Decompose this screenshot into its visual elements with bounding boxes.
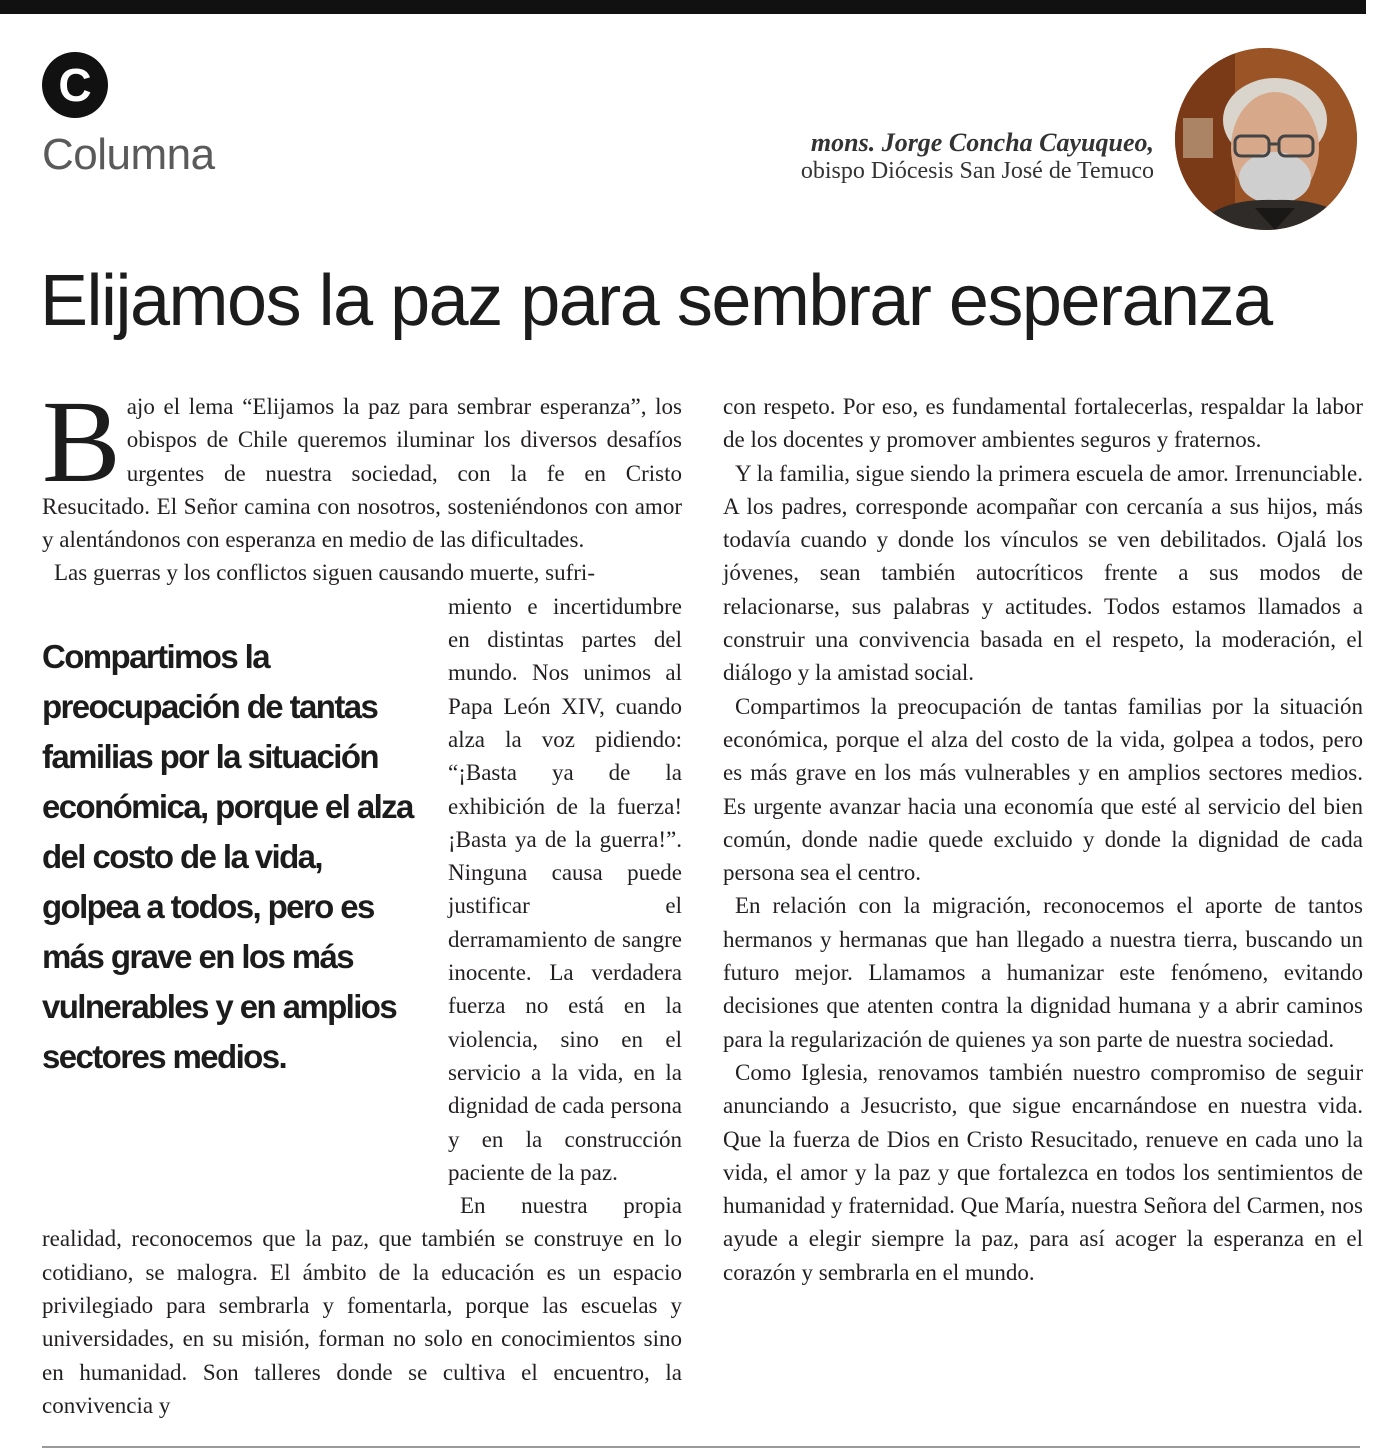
section-badge: C (42, 52, 108, 118)
paragraph-text: ajo el lema “Elijamos la paz para sembrar esperanza”, los obispos de Chile queremos iluminar los diversos desafíos urgentes de nuestra sociedad, con la fe en Cristo Resucitado. El Señor camina con nosotros, sosteniéndonos con amor y alentándonos con esperanza en medio de las dificultades. (42, 394, 682, 553)
paragraph: Como Iglesia, renovamos también nuestro compromiso de seguir anunciando a Jesucristo, que sigue encarnándose en nuestra vida. Que la fuerza de Dios en Cristo Resucitado, renueve en cada uno la vida, el amor y la paz y que fortalezca en todos los sentimientos de humanidad y fraternidad. Que María, nuestra Señora del Carmen, nos ayude a elegir siempre la paz, para así acoger la esperanza en el corazón y sembrarla en el mundo. (723, 1059, 1363, 1285)
paragraph: miento e incertidumbre en distintas partes del mundo. Nos unimos al Papa León XIV, cuando alza la voz pidiendo: “¡Basta ya de la exhibición de la fuerza! ¡Basta ya de la guerra!”. Ninguna causa puede justificar el derramamiento de sangre inocente. La verdadera fuerza no está en la violencia, sino en el servicio a la vida, en la dignidad de cada persona y en la construcción paciente de la paz. (448, 593, 682, 1185)
section-label: Columna (42, 130, 215, 179)
pull-quote: Compartimos la preocupación de tantas familias por la situación económica, porque el alza del costo de la vida, golpea a todos, pero es más grave en los más vulnerables y en amplios sectores medios. (42, 637, 413, 1075)
top-rule (0, 0, 1366, 14)
bottom-rule (42, 1446, 1360, 1448)
author-photo (1175, 48, 1357, 230)
article-column-left (42, 376, 682, 1422)
author-role: obispo Diócesis San José de Temuco (800, 158, 1154, 184)
paragraph (42, 376, 682, 556)
paragraph: En nuestra propia realidad, reconocemos que la paz, que también se construye en lo cotidiano, se malogra. El ámbito de la educación es un espacio privilegiado para sembrarla y fomentarla, porque las escuelas y universidades, en su misión, forman no solo en conocimientos sino en humanidad. Son talleres donde se cultiva el encuentro, la convivencia y (42, 1193, 682, 1418)
drop-cap: B (42, 376, 121, 507)
author-name: mons. Jorge Concha Cayuqueo, (810, 128, 1154, 157)
paragraph: Las guerras y los conflictos siguen causando muerte, sufri- (54, 560, 595, 586)
article-column-right (723, 390, 1363, 1289)
paragraph: Compartimos la preocupación de tantas familias por la situación económica, porque el alza del costo de la vida, golpea a todos, pero es más grave en los más vulnerables y en amplios sectores medios. Es urgente avanzar hacia una economía que esté al servicio del bien común, donde nadie quede excluido y donde la dignidad de cada persona sea el centro. (723, 693, 1363, 886)
paragraph: En relación con la migración, reconocemos el aporte de tantos hermanos y hermanas que han llegado a nuestra tierra, buscando un futuro mejor. Llamamos a humanizar este fenómeno, evitando decisiones que atenten contra la dignidad humana y a abrir caminos para la regularización de quienes ya son parte de nuestra sociedad. (723, 893, 1363, 1052)
paragraph: con respeto. Por eso, es fundamental fortalecerlas, respaldar la labor de los docentes y promover ambientes seguros y fraternos. (723, 394, 1363, 453)
paragraph: Y la familia, sigue siendo la primera escuela de amor. Irrenunciable. A los padres, corresponde acompañar con cercanía a sus hijos, más todavía cuando y donde los vínculos se ven debilitados. Ojalá los jóvenes, sean también autocríticos frente a sus modos de relacionarse, sus palabras y actitudes. Todos estamos llamados a construir una convivencia basada en el respeto, la moderación, el diálogo y la amistad social. (723, 460, 1363, 686)
article-headline: Elijamos la paz para sembrar esperanza (40, 261, 1272, 341)
